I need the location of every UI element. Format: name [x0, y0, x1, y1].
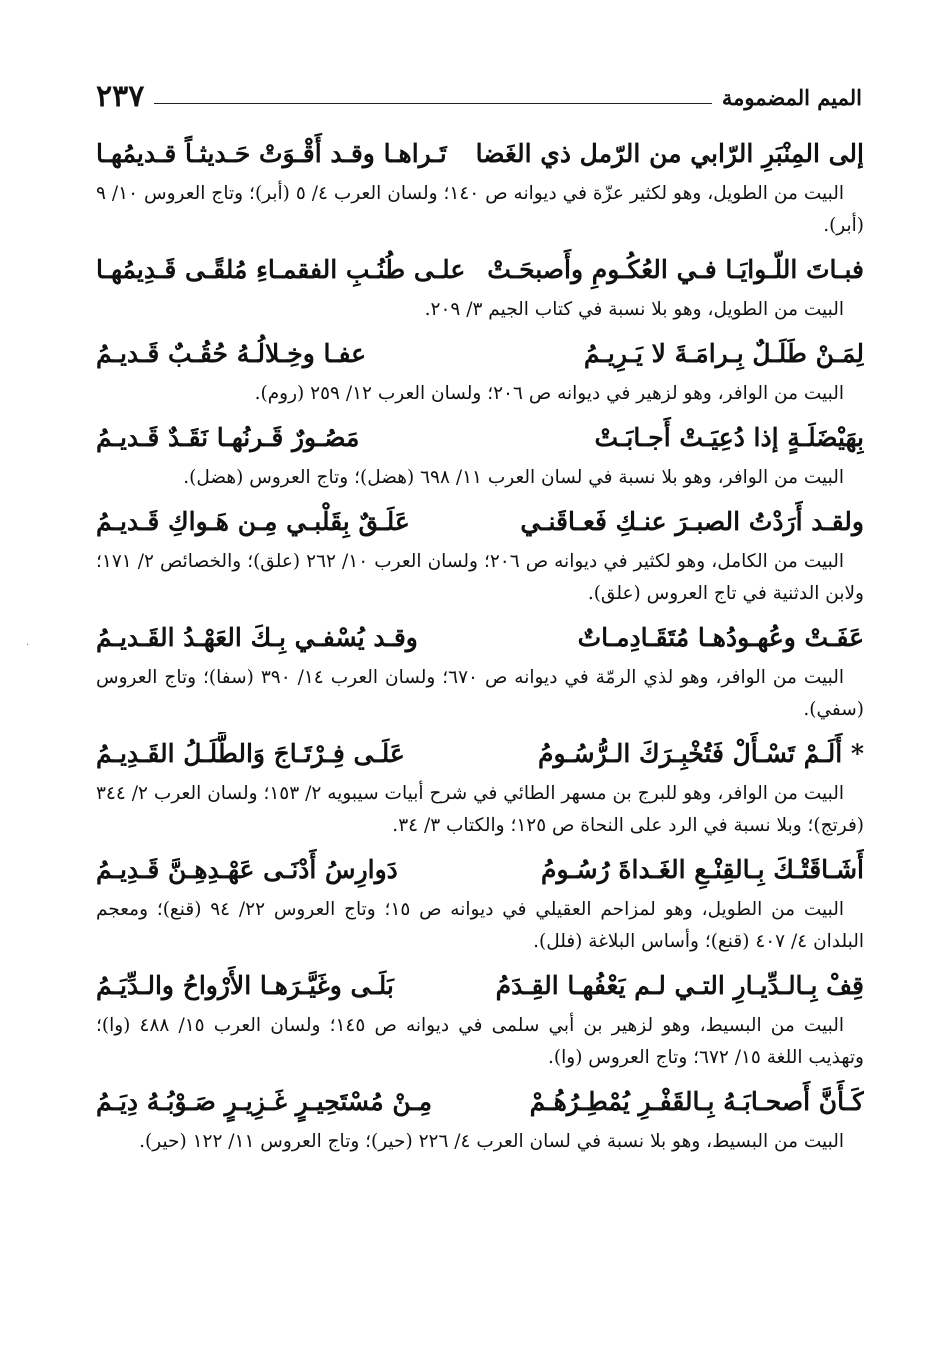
verse — [96, 1080, 864, 1124]
entry — [96, 416, 864, 494]
entry — [96, 732, 864, 842]
running-title: الميم المضمومة — [721, 85, 862, 110]
entry — [96, 848, 864, 958]
verse-note: البيت من الوافر، وهو لزهير في ديوانه ص ٢٠٦؛ ولسان العرب ١٢/ ٢٥٩ (روم). — [254, 383, 844, 404]
verse-note: البيت من الطويل، وهو بلا نسبة في كتاب الجيم ٣/ ٢٠٩. — [424, 299, 844, 320]
page-number: ٢٣٧ — [96, 79, 145, 114]
first-hemistich: ولقـد أَرَدْتُ الصبـرَ عنـكِ فَعـاقَنـي — [520, 507, 864, 536]
verse-note: البيت من البسيط، وهو لزهير بن أبي سلمى في ديوانه ص ١٤٥؛ ولسان العرب ١٥/ ٤٨٨ (وا)؛ وتهذيب اللغة ١٥/ ٦٧٢؛ وتاج العروس (وا). — [96, 1015, 864, 1068]
verse — [96, 132, 864, 176]
page-header — [96, 74, 862, 114]
verse — [96, 848, 864, 892]
entry — [96, 500, 864, 610]
verse — [96, 248, 864, 292]
second-hemistich: تَـراهـا وقـد أَقْـوَتْ حَـديثـاً قـديمُهـا — [96, 139, 447, 168]
second-hemistich: بَلَـى وغَيَّـرَهـا الأَرْواحُ والـدِّيَـمُ — [96, 971, 394, 1000]
verse-note: البيت من البسيط، وهو بلا نسبة في لسان العرب ٤/ ٢٢٦ (حير)؛ وتاج العروس ١١/ ١٢٢ (حير). — [139, 1131, 844, 1152]
verse — [96, 616, 864, 660]
verse-note: البيت من الطويل، وهو لكثير عزّة في ديوانه ص ١٤٠؛ ولسان العرب ٤/ ٥ (أبر)؛ وتاج العروس ١٠/ ٩ (أبر). — [96, 183, 864, 236]
verse-note: البيت من الوافر، وهو لذي الرمّة في ديوانه ص ٦٧٠؛ ولسان العرب ١٤/ ٣٩٠ (سفا)؛ وتاج العروس (سفي). — [96, 667, 864, 720]
first-hemistich: كَـأَنَّ أَصحـابَـهُ بِـالقَفْـرِ يُمْطِـرُهُـمْ — [529, 1087, 864, 1116]
first-hemistich: قِفْ بِـالـدِّيـارِ التـي لـم يَعْفُهـا القِـدَمُ — [495, 971, 864, 1000]
verse — [96, 332, 864, 376]
verse — [96, 732, 864, 776]
verse-note: البيت من الوافر، وهو بلا نسبة في لسان العرب ١١/ ٦٩٨ (هضل)؛ وتاج العروس (هضل). — [183, 467, 844, 488]
second-hemistich: دَوارِسُ أَدْنَـى عَهْـدِهِـنَّ قَـدِيـمُ — [96, 855, 398, 884]
entry — [96, 132, 864, 242]
page-body — [96, 132, 864, 1164]
first-hemistich: لِمَـنْ طَلَـلٌ بِـرامَـةَ لا يَـرِيـمُ — [583, 339, 864, 368]
first-hemistich: أَشَـاقَتْـكَ بِـالقِنْـعِ الغَـداةَ رُسُـومُ — [540, 855, 864, 884]
second-hemistich: مِـنْ مُسْتَحِيـرٍ غَـزِيـرٍ صَـوْبُـهُ دِيَـمُ — [96, 1087, 433, 1116]
first-hemistich: إلى المِنْبَرِ الرّابي من الرّمل ذي الغَضا — [475, 139, 864, 168]
entry — [96, 248, 864, 326]
second-hemistich: علـى طُنُـبِ الفقمـاءِ مُلقًـى قَـدِيمُهـا — [96, 255, 466, 284]
second-hemistich: وقـد يُسْفـي بِـكَ العَهْـدُ القَـديـمُ — [96, 623, 418, 652]
first-hemistich: بِهَيْضَلَـةٍ إذا دُعِيَـتْ أَجـابَـتْ — [594, 423, 864, 452]
first-hemistich: عَفَـتْ وعُهـودُهـا مُتَقَـادِمـاتٌ — [577, 623, 864, 652]
entry — [96, 332, 864, 410]
second-hemistich: عَلَـى فِـرْتَـاجَ وَالطَّلَـلُ القَـدِيـمُ — [96, 739, 405, 768]
verse-note: البيت من الطويل، وهو لمزاحم العقيلي في ديوانه ص ١٥؛ وتاج العروس ٢٢/ ٩٤ (قنع)؛ ومعجم البلدان ٤/ ٤٠٧ (قنع)؛ وأساس البلاغة (فلل). — [96, 899, 864, 952]
header-rule — [154, 103, 712, 104]
margin-dot: · — [26, 640, 30, 651]
verse-note: البيت من الوافر، وهو للبرج بن مسهر الطائي في شرح أبيات سيبويه ٢/ ١٥٣؛ ولسان العرب ٢/ ٣٤٤ (فرتج)؛ وبلا نسبة في الرد على النحاة ص ١٢٥؛ والكتاب ٣/ ٣٤. — [96, 783, 864, 836]
verse — [96, 964, 864, 1008]
verse — [96, 416, 864, 460]
entry — [96, 964, 864, 1074]
entry — [96, 616, 864, 726]
verse — [96, 500, 864, 544]
second-hemistich: مَصُـورٌ قَـرنُهـا نَقَـدٌ قَـديـمُ — [96, 423, 360, 452]
entry — [96, 1080, 864, 1158]
second-hemistich: عفـا وخِـلالُـهُ حُقُـبٌ قَـديـمُ — [96, 339, 367, 368]
second-hemistich: عَلَـقٌ بِقَلْبـي مِـن هَـواكِ قَـديـمُ — [96, 507, 410, 536]
first-hemistich: فبـاتَ اللّـوايَـا فـي العُكُـومِ وأَصبحَـتْ — [487, 255, 864, 284]
first-hemistich: * أَلَـمْ تَسْـأَلْ فَتُخْبِـرَكَ الـرُّسُـومُ — [537, 739, 864, 768]
verse-note: البيت من الكامل، وهو لكثير في ديوانه ص ٢٠٦؛ ولسان العرب ١٠/ ٢٦٢ (علق)؛ والخصائص ٢/ ١٧١؛ ولابن الدثنية في تاج العروس (علق). — [96, 551, 864, 604]
